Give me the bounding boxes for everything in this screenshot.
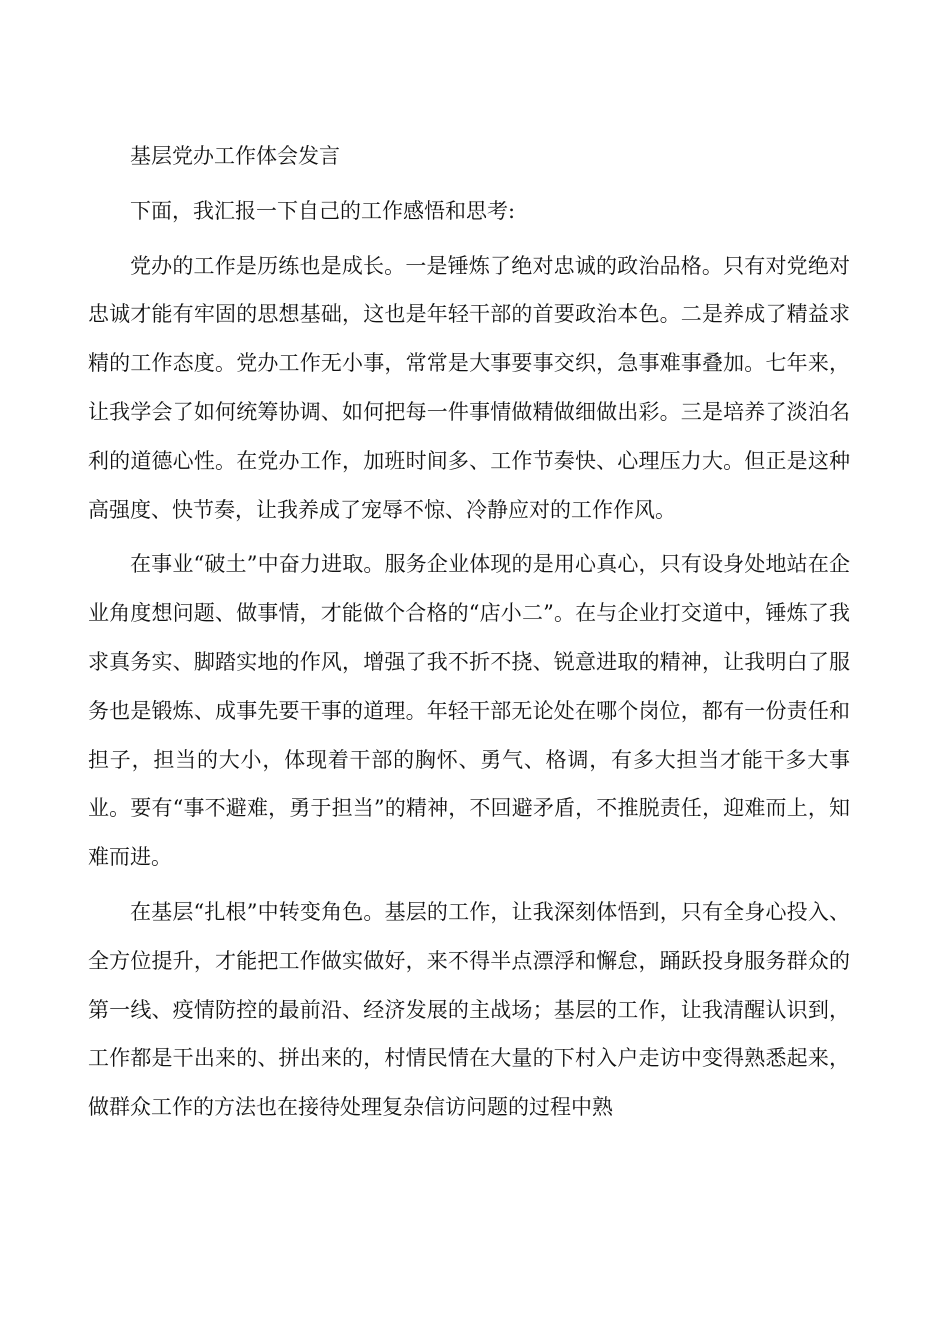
paragraph-enterprise-service: 在事业“破土”中奋力进取。服务企业体现的是用心真心，只有设身处地站在企业角度想问题、做事情，才能做个合格的“店小二”。在与企业打交道中，锤炼了我求真务实、脚踏实地的作风，增强了我不折不挠、锐意进取的精神，让我明白了服务也是锻炼、成事先要干事的道理。年轻干部无论处在哪个岗位，都有一份责任和担子，担当的大小，体现着干部的胸怀、勇气、格调，有多大担当才能干多大事业。要有“事不避难，勇于担当”的精神，不回避矛盾，不推脱责任，迎难而上，知难而进。 (88, 552, 850, 870)
paragraph-intro: 下面，我汇报一下自己的工作感悟和思考: (130, 198, 516, 223)
paragraph-growth: 党办的工作是历练也是成长。一是锤炼了绝对忠诚的政治品格。只有对党绝对忠诚才能有牢固的思想基础，这也是年轻干部的首要政治本色。二是养成了精益求精的工作态度。党办工作无小事，常常是大事要事交织，急事难事叠加。七年来，让我学会了如何统筹协调、如何把每一件事情做精做细做出彩。三是培养了淡泊名利的道德心性。在党办工作，加班时间多、工作节奏快、心理压力大。但正是这种高强度、快节奏，让我养成了宠辱不惊、冷静应对的工作作风。 (88, 253, 850, 522)
paragraph-grassroots: 在基层“扎根”中转变角色。基层的工作，让我深刻体悟到，只有全身心投入、全方位提升，才能把工作做实做好，来不得半点漂浮和懈怠，踊跃投身服务群众的第一线、疫情防控的最前沿、经济发展的主战场；基层的工作，让我清醒认识到，工作都是干出来的、拼出来的，村情民情在大量的下村入户走访中变得熟悉起来，做群众工作的方法也在接待处理复杂信访问题的过程中熟 (88, 899, 850, 1120)
document-page (88, 132, 850, 1138)
document-title: 基层党办工作体会发言 (130, 144, 340, 168)
